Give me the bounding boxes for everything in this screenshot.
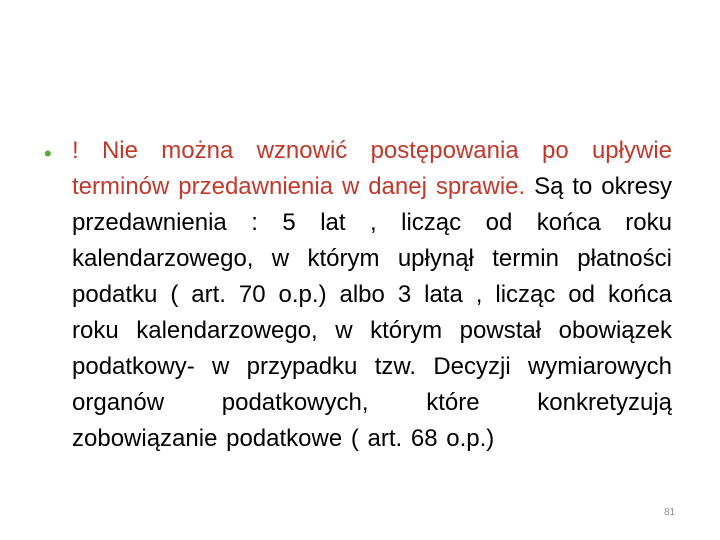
bullet-item (44, 133, 684, 457)
highlighted-sentence: ! Nie można wznowić postępowania po upływie terminów przedawnienia w danej sprawie. (72, 137, 672, 200)
bullet-dot-icon: • (44, 141, 52, 166)
page-number: 81 (664, 507, 676, 518)
body-text: Są to okresy przedawnienia : 5 lat , licząc od końca roku kalendarzowego, w którym upłynął termin płatności podatku ( art. 70 o.p.) albo 3 lata , licząc od końca roku kalendarzowego, w którym powstał obowiązek podatkowy- w przypadku tzw. Decyzji wymiarowych organów podatkowych, które konkretyzują zobowiązanie podatkowe ( art. 68 o.p.) (72, 173, 672, 452)
bullet-paragraph (72, 133, 672, 457)
